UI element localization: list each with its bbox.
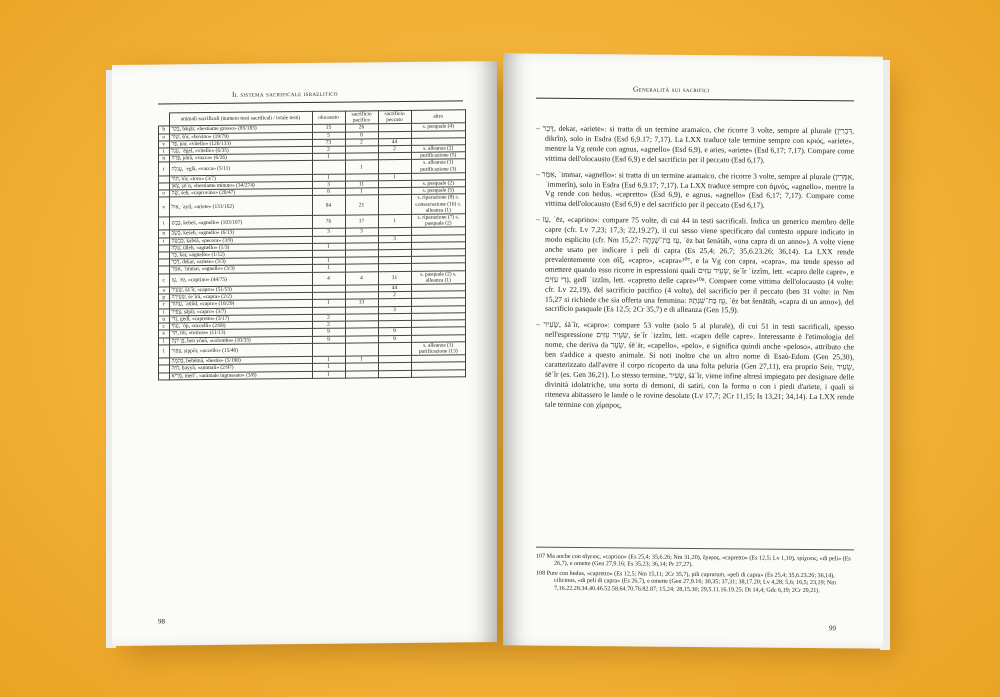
right-page [503, 53, 883, 648]
peccato-count [378, 370, 411, 378]
group-letter: b [159, 126, 170, 133]
paragraph-sair: – שָׂעִיר, śāʿîr, «capro»: compare 53 volte (solo 5 al plurale), di cui 51 in testi sacrificali, spesso nell'espressione שְׂעִיר עִזִּים, śeʿîr ʿizzîm, lett. «capro delle capre». Interessante è l'etimologia del nome, che deriva da שֵׂעָר, śēʿār, «capello», «pelo», e significa quindi anche «peloso», attributo che ben s'addice a questo animale. Si noti inoltre che un altro nome di Esaù-Edom (Gen 25,30), caratterizzato dall'avere il corpo ricoperto da una folta peluria (Gen 27,11), era proprio Seir, שֵׂעִיר, śēʿîr (es. Gen 36,21). Lo stesso termine, שָׂעִיר, śāʿîr, viene infine altresì impiegato per designare delle divinità idolatriche, una sorta di demoni, di satiri, con la forma o con i piedi d'ariete, i quali si riteneva abitassero le lande o le rovine desolate (Lv 17,7; 2Cr 11,15; Is 13,21; 34,14). La LXX rende tale termine con χίμαρος, [536, 319, 854, 409]
altro-note: s. riparazione (7) s. pasquale (2) [411, 214, 466, 228]
col-animals: animali sacrificali (numero testi sacrificali / totale testi) [169, 111, 312, 126]
group-letter [159, 358, 170, 365]
animal-name: בָּקָר, bāqār, «bestiame grosso» (85/183) [169, 125, 312, 134]
altro-note: s. pasquale (2) s. alleanza (1) [411, 270, 466, 284]
animal-name: אַיִל, ʾayil, «ariete» (131/162) [169, 196, 312, 217]
pacifico-count: 1 [345, 188, 378, 196]
header-rule [536, 98, 854, 102]
pacifico-count: 3 [345, 228, 378, 236]
animal-name: שֶׂה, śeh, «caprovino» (20/47) [169, 189, 312, 198]
animal-name: תֹּר, tōr, «tortora» (11/13) [169, 329, 312, 338]
animal-name: שָׂעִיר, śāʿîr, «capro» (51/53) [169, 285, 312, 294]
olocausto-count: 3 [312, 229, 345, 237]
group-letter: i [159, 162, 170, 176]
animal-name: כֶּבֶשׂ, kebeś, «agnello» (103/107) [169, 215, 312, 230]
body-text [536, 124, 854, 418]
animal-name: פָּרָה, pārâ, «vacca» (6/26) [169, 154, 312, 163]
animal-name: אִמַּר, ʾimmar, «agnello» (3/3) [169, 265, 312, 274]
animal-name: שׁוֹר, šôr, «bovino» (19/79) [169, 132, 312, 141]
olocausto-count: 1 [312, 363, 345, 371]
group-letter: r [159, 301, 170, 308]
olocausto-count: 76 [312, 215, 345, 229]
peccato-count: 9 [378, 335, 411, 343]
animal-name: חַיָּה, ḥayyâ, «animali» (2/97) [169, 364, 312, 373]
group-letter: v [159, 197, 170, 217]
header-rule [158, 100, 463, 104]
animal-name: טָלֶה, ṭāleh, «agnello» (1/3) [169, 243, 312, 252]
pacifico-count: 4 [345, 271, 378, 285]
footnote-separator [536, 547, 854, 551]
group-letter: p [159, 294, 170, 301]
group-letter [159, 266, 170, 273]
pacifico-count: 1 [345, 160, 378, 174]
group-letter: o [159, 190, 170, 197]
animal-name: עֵגֶל, ʿēgel, «vitello» (6/35) [169, 146, 312, 155]
animal-name: כַּר, kar, «agnello» (1/12) [169, 250, 312, 259]
paragraph-ez: – עֵז, ʿēz, «caprino»: compare 75 volte, di cui 44 in testi sacrificali. Indica un generico membro delle capre (cfr. Lv 7,23; 17,3; 22,19.27), il cui sesso viene specificato dal contesto oppure indicato in modo esplicito (cfr. Nm 15,27: עֵז בַּת־שְׁנָתָהּ, ʿēz bat šenātāh, «una capra di un anno»). A volte viene anche usato per indicare i peli di capra (Es 25,4; 26,7; 35,6.23.26; 36,14). La LXX rende prevalentemente con αἴξ, «capro», «capra»¹⁰⁷, e la Vg con capra, «capra», ma tende spesso ad omettere quando esso ricorre in espressioni quali שְׂעִיר עִזִּים, śeʿîr ʿizzîm, lett. «capro delle capre», e גְּדִי עִזִּים, gedî ʿizzîm, lett. «capretto delle capre»¹⁰⁸. Compare come vittima dell'olocausto (4 volte: cfr. Lv 22,19), del sacrificio pacifico (4 volte), del sacrificio per il peccato (ben 31 volte: in Nm 15,27 si richiede che sia offerta una femmina: עֵז בַּת־שְׁנָתָהּ, ʿēz bat šenātāh, «capra di un anno»), del sacrificio pasquale (Es 12,5; 2Cr 35,7) e di alleanza (Gen 15,9). [536, 214, 854, 315]
peccato-count: 44 [378, 284, 411, 292]
right-page-number: 99 [829, 624, 836, 633]
animal-name: צֹאן, ṣōʾn, «bestiame minuto» (34/274) [169, 181, 312, 190]
olocausto-count: 1 [312, 257, 345, 265]
pacifico-count: 13 [345, 299, 378, 307]
altro-note: s. alleanza (2) [411, 145, 466, 153]
group-letter: c [159, 274, 170, 288]
group-letter [159, 252, 170, 259]
olocausto-count: 1 [312, 174, 345, 182]
peccato-count: 31 [378, 271, 411, 285]
animal-name: מְרִיא, merîʾ, «animale ingrassato» (3/8) [169, 371, 312, 380]
olocausto-count: 9 [312, 336, 345, 344]
animal-name: עוֹף, ʿôp, «uccelli» (2/68) [169, 322, 312, 331]
animal-name: שְׂעִירָה, śeʿîrâ, «capra» (2/2) [169, 293, 312, 302]
animal-name: צָפִיר, ṣāpîr, «capro» (3/7) [169, 307, 312, 316]
olocausto-count: 2 [312, 321, 345, 329]
animal-name: כֶּשֶׂב, keśeb, «agnello» (6/13) [169, 229, 312, 238]
paragraph-dekar: – דְּכַר, dekar, «ariete»: si tratta di un termine aramaico, che ricorre 3 volte, sempre al plurale (דִּכְרִין, dikrîn), solo in Esdra (Esd 6,9.17; 7,17). La LXX traduce tale termine sempre con κριός, «ariete», mentre la Vg rende con agnus, «agnello» (Esd 6,9), e aries, «ariete» (Esd 6,17; 7,17). Compare come vittima dell'olocausto (Esd 6,9) e del sacrificio per il peccato (Esd 6,17). [536, 123, 855, 165]
sacrifice-table [158, 109, 466, 380]
pacifico-count: 8 [345, 131, 378, 139]
footnote-107: 107 Ma anche con αἴγειος, «caprino» (Es 25,4; 35,6.26; Nm 31,20), ἔριφος, «capretto» (Es 12,5; Lv 1,10), τρίχινος, «di peli» (Es 26,7), e omette (Gen 27,9.16; Es 35,23; 36,14; Pr 27,27). [536, 553, 851, 569]
peccato-count: 1 [378, 173, 411, 181]
group-letter: n [159, 230, 170, 237]
col-altro: altro [411, 110, 466, 124]
group-letter: l [159, 337, 170, 344]
animal-name: פַּר, par, «vitello» (126/133) [169, 139, 312, 148]
olocausto-count: 84 [312, 196, 345, 216]
group-letter [159, 365, 170, 372]
olocausto-count: 1 [312, 153, 345, 161]
olocausto-count: 1 [312, 243, 345, 251]
group-letter [159, 259, 170, 266]
pacifico-count: 11 [345, 181, 378, 189]
olocausto-count [312, 160, 345, 174]
olocausto-count: 1 [312, 356, 345, 364]
olocausto-count: 3 [312, 181, 345, 189]
group-letter: v [159, 141, 170, 148]
olocausto-count: 9 [312, 328, 345, 336]
olocausto-count: 2 [312, 146, 345, 154]
left-page-number: 98 [158, 617, 165, 626]
peccato-count [378, 160, 411, 174]
group-letter: i [159, 238, 170, 245]
pacifico-count: 2 [345, 139, 378, 147]
animal-name: בְּהֵמָה, behēmâ, «bestie» (5/190) [169, 357, 312, 366]
peccato-count: 3 [378, 235, 411, 243]
altro-note: purificazione (5) [411, 152, 466, 160]
animal-name: גְּדִי, gedî, «capretto» (3/17) [169, 314, 312, 323]
group-letter: e [159, 330, 170, 337]
animal-name: תּוֹר, tôr, «toro» (3/7) [169, 174, 312, 183]
olocausto-count: 2 [312, 314, 345, 322]
altro-note: s. pasquale (5) [411, 187, 466, 195]
animal-name: דְּכַר, dekar, «ariete» (3/3) [169, 258, 312, 267]
animal-name: בֶּן יוֹנָה, ben yônâ, «colomba» (10/33) [169, 336, 312, 345]
olocausto-count: 1 [312, 265, 345, 273]
col-peccato: sacrificio peccato [378, 110, 411, 124]
pacifico-count: 26 [345, 124, 378, 132]
col-pacifico: sacrificio pacifico [345, 111, 378, 125]
peccato-count: 1 [378, 214, 411, 228]
peccato-count: 3 [378, 306, 411, 314]
group-letter: o [159, 134, 170, 141]
olocausto-count: 8 [312, 188, 345, 196]
peccato-count: 44 [378, 138, 411, 146]
group-letter: n [159, 155, 170, 162]
olocausto-count: 15 [312, 124, 345, 132]
olocausto-count: 73 [312, 139, 345, 147]
animal-name: עַתּוּד, ʿattûd, «capro» (18/29) [169, 300, 312, 309]
altro-note: s. pasquale (2) [411, 180, 466, 188]
altro-note: s. pasquale (4) [411, 123, 466, 131]
animal-name: כַּבְשָׂה, kabśâ, «pecora» (3/9) [169, 236, 312, 245]
altro-note: s. riparazione (8) s. consacrazione (16) s. alleanza (1) [411, 194, 466, 214]
group-letter: l [159, 345, 170, 359]
group-letter [159, 183, 170, 190]
pacifico-count [345, 370, 378, 378]
pacifico-count [345, 342, 378, 356]
pacifico-count: 1 [345, 356, 378, 364]
animal-name: צִפּוֹר, ṣippôr, «uccello» (15/40) [169, 343, 312, 358]
paragraph-immar: – אִמַּר, ʾimmar, «agnello»: si tratta di un termine aramaico, che ricorre 3 volte, sempre al plurale (אִמְּרִין, ʾimmerîn), solo in Esdra (Esd 6,9.17; 7,17). La LXX traduce sempre con ἀμνός, «agnello», mentre la Vg rende con hedus, «capretto» (Esd 6,9), e agnus, «agnello» (Esd 6,17; 7,17). Compare come vittima dell'olocausto (Esd 6,9) e del sacrificio per il peccato (Esd 6,17). [536, 169, 854, 210]
col-olocausto: olocausto [312, 111, 345, 125]
animal-name: עֵז, ʿēz, «caprino» (44/75) [169, 272, 312, 287]
group-letter: c [159, 323, 170, 330]
altro-note: s. alleanza (1) purificazione (3) [411, 159, 466, 173]
group-letter [159, 372, 170, 379]
peccato-count: 9 [378, 328, 411, 336]
olocausto-count: 1 [312, 300, 345, 308]
footnotes [536, 554, 854, 598]
peccato-count [378, 195, 411, 215]
pacifico-count: 21 [345, 195, 378, 215]
altro-note: s. alleanza (1) purificazione (13) [411, 342, 466, 356]
pacifico-count: 17 [345, 215, 378, 229]
peccato-count: 2 [378, 145, 411, 153]
left-page [112, 61, 497, 646]
group-letter: a [159, 287, 170, 294]
olocausto-count: 1 [312, 371, 345, 379]
footnote-108: 108 Pure con hedus, «capretto» (Es 12,5; Nm 15,11; 2Cr 35,7), pili caprarum, «peli di capra» (Es 25,4; 35,6.23.26; 36,14), cilicinus, «di peli di capra» (Es 26,7), e omette (Gen 27,9.16; 30,35; 37,31; 38,17.20; Lv 4,28; 5,6; 16,5; 23,19; Nm 7,16.22.28.34.40.46.52.58.64.70.76.82.87; 15,24; 28,15.30; 29,5.11.16.19.25; Dt 14,4; Gdc 6,19; 2Cr 29,21). [536, 570, 836, 594]
group-letter [159, 176, 170, 183]
group-letter: u [159, 316, 170, 323]
peccato-count: 2 [378, 292, 411, 300]
peccato-count [378, 342, 411, 356]
group-header [159, 113, 170, 127]
group-letter [159, 245, 170, 252]
group-letter: i [159, 148, 170, 155]
olocausto-count: 5 [312, 132, 345, 140]
olocausto-count: 4 [312, 272, 345, 286]
group-letter: i [159, 309, 170, 316]
olocausto-count [312, 343, 345, 357]
altro-note [411, 369, 466, 377]
left-running-header: Il sistema sacrificale israelitico [232, 88, 338, 99]
animal-name: עֶגְלָה, ʿeglâ, «vacca» (5/11) [169, 161, 312, 176]
right-running-header: Generalità sui sacrifici [633, 84, 710, 95]
group-letter: i [159, 217, 170, 231]
